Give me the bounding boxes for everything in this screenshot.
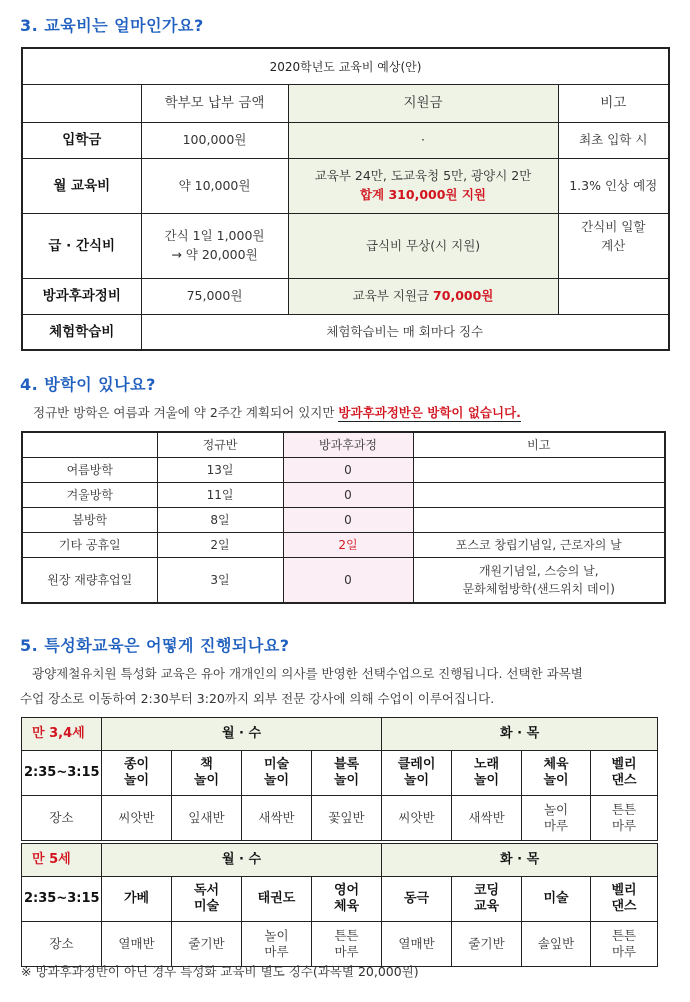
place-cell: 놀이 마루 — [242, 922, 312, 967]
afterschool-days: 0 — [283, 508, 413, 533]
regular-days: 2일 — [157, 533, 283, 558]
subject-cell: 태권도 — [242, 877, 312, 922]
table-row — [22, 533, 665, 558]
time-label: 2:35~3:15 — [22, 877, 102, 922]
place-cell: 열매반 — [102, 922, 172, 967]
place-row — [22, 796, 658, 841]
support-amount: · — [288, 123, 558, 159]
regular-days: 8일 — [157, 508, 283, 533]
note — [413, 458, 665, 483]
regular-days: 11일 — [157, 483, 283, 508]
row-label: 여름방학 — [22, 458, 157, 483]
note — [413, 508, 665, 533]
table-header-row — [22, 718, 658, 751]
subject-cell: 영어 체육 — [312, 877, 382, 922]
subject-cell: 벨리 댄스 — [591, 751, 658, 796]
tuition-table — [21, 47, 670, 351]
place-cell: 튼튼 마루 — [591, 922, 658, 967]
parent-amount-line2: → 약 20,000원 — [171, 247, 258, 262]
merged-note: 체험학습비는 매 회마다 징수 — [141, 315, 669, 351]
subject-row — [22, 751, 658, 796]
note: 최초 입학 시 — [558, 123, 669, 159]
support-amount — [288, 279, 558, 315]
header-regular: 정규반 — [157, 432, 283, 458]
place-cell: 솔잎반 — [522, 922, 591, 967]
parent-amount: 약 10,000원 — [141, 159, 288, 214]
parent-amount: 75,000원 — [141, 279, 288, 315]
place-cell: 새싹반 — [452, 796, 522, 841]
table-header-row — [22, 844, 658, 877]
subject-cell: 책 놀이 — [172, 751, 242, 796]
section5-heading: 5. 특성화교육은 어떻게 진행되나요? — [20, 636, 290, 655]
note: 1.3% 인상 예정 — [558, 159, 669, 214]
header-note: 비고 — [413, 432, 665, 458]
place-cell: 줄기반 — [452, 922, 522, 967]
parent-amount: 100,000원 — [141, 123, 288, 159]
support-detail: 교육부 24만, 도교육청 5만, 광양시 2만 — [314, 168, 532, 184]
intro-text: 정규반 방학은 여름과 겨울에 약 2주간 계획되어 있지만 — [33, 405, 339, 420]
table-header-row — [22, 432, 665, 458]
subject-cell: 벨리 댄스 — [591, 877, 658, 922]
afterschool-days: 2일 — [283, 533, 413, 558]
note: 포스코 창립기념일, 근로자의 날 — [413, 533, 665, 558]
day-group-mon-wed: 월 · 수 — [102, 844, 382, 877]
footnote: ※ 방과후과정반이 아닌 경우 특성화 교육비 별도 징수(과목별 20,000원) — [21, 964, 419, 979]
subject-cell: 클레이 놀이 — [382, 751, 452, 796]
subject-cell: 동극 — [382, 877, 452, 922]
table-row — [22, 214, 669, 279]
afterschool-days: 0 — [283, 458, 413, 483]
section4-heading: 4. 방학이 있나요? — [20, 375, 156, 394]
support-prefix: 교육부 지원금 — [352, 288, 434, 304]
support-amount: 급식비 무상(시 지원) — [288, 214, 558, 279]
subject-cell: 종이 놀이 — [102, 751, 172, 796]
time-label: 2:35~3:15 — [22, 751, 102, 796]
vacation-table — [21, 431, 666, 604]
tuition-table-title: 2020학년도 교육비 예상(안) — [22, 48, 669, 85]
section3-heading: 3. 교육비는 얼마인가요? — [20, 16, 204, 35]
header-support: 지원금 — [288, 85, 558, 123]
subject-cell: 미술 놀이 — [242, 751, 312, 796]
intro-emphasis: 방과후과정반은 방학이 없습니다. — [338, 405, 521, 420]
header-note: 비고 — [558, 85, 669, 123]
header-empty — [22, 432, 157, 458]
parent-amount-line1: 간식 1일 1,000원 — [164, 228, 265, 244]
note — [413, 483, 665, 508]
place-cell: 씨앗반 — [382, 796, 452, 841]
place-cell: 꽃잎반 — [312, 796, 382, 841]
row-label: 급 · 간식비 — [22, 214, 141, 279]
specialty-table-age-5 — [21, 843, 658, 967]
regular-days: 13일 — [157, 458, 283, 483]
support-amount — [288, 159, 558, 214]
support-total: 합계 310,000원 지원 — [359, 187, 486, 202]
table-row — [22, 558, 665, 604]
table-row — [22, 123, 669, 159]
regular-days: 3일 — [157, 558, 283, 604]
afterschool-days: 0 — [283, 558, 413, 604]
age-label: 만 3,4세 — [22, 718, 102, 751]
place-label: 장소 — [22, 922, 102, 967]
place-cell: 줄기반 — [172, 922, 242, 967]
note-line2: 문화체험방학(샌드위치 데이) — [462, 582, 615, 596]
note — [558, 279, 669, 315]
parent-amount — [141, 214, 288, 279]
subject-cell: 가베 — [102, 877, 172, 922]
header-empty — [22, 85, 141, 123]
table-row — [22, 458, 665, 483]
note — [413, 558, 665, 604]
row-label: 겨울방학 — [22, 483, 157, 508]
place-label: 장소 — [22, 796, 102, 841]
place-cell: 튼튼 마루 — [312, 922, 382, 967]
day-group-mon-wed: 월 · 수 — [102, 718, 382, 751]
place-cell: 놀이 마루 — [522, 796, 591, 841]
place-cell: 새싹반 — [242, 796, 312, 841]
table-row — [22, 159, 669, 214]
note — [558, 214, 669, 279]
note-line2: 계산 — [601, 237, 626, 253]
row-label: 체험학습비 — [22, 315, 141, 351]
section5-para-line1: 광양제철유치원 특성화 교육은 유아 개개인의 의사를 반영한 선택수업으로 진행됩니다. 선택한 과목별 — [32, 666, 583, 681]
day-group-tue-thu: 화 · 목 — [382, 718, 658, 751]
row-label: 입학금 — [22, 123, 141, 159]
afterschool-days: 0 — [283, 483, 413, 508]
header-afterschool: 방과후과정 — [283, 432, 413, 458]
place-cell: 잎새반 — [172, 796, 242, 841]
subject-cell: 미술 — [522, 877, 591, 922]
table-row — [22, 279, 669, 315]
row-label: 원장 재량휴업일 — [22, 558, 157, 604]
subject-cell: 코딩 교육 — [452, 877, 522, 922]
subject-cell: 체육 놀이 — [522, 751, 591, 796]
subject-cell: 노래 놀이 — [452, 751, 522, 796]
table-row — [22, 315, 669, 351]
day-group-tue-thu: 화 · 목 — [382, 844, 658, 877]
row-label: 방과후과정비 — [22, 279, 141, 315]
row-label: 기타 공휴일 — [22, 533, 157, 558]
specialty-table-age-3-4 — [21, 717, 658, 841]
table-row — [22, 483, 665, 508]
section4-intro — [33, 403, 521, 421]
subject-cell: 블록 놀이 — [312, 751, 382, 796]
place-cell: 씨앗반 — [102, 796, 172, 841]
subject-cell: 독서 미술 — [172, 877, 242, 922]
support-amount-value: 70,000원 — [433, 288, 494, 304]
table-row — [22, 508, 665, 533]
row-label: 월 교육비 — [22, 159, 141, 214]
note-line1: 간식비 일할 — [581, 219, 646, 234]
place-row — [22, 922, 658, 967]
section5-para-line2: 수업 장소로 이동하여 2:30부터 3:20까지 외부 전문 강사에 의해 수업이 이루어집니다. — [20, 691, 495, 706]
place-cell: 튼튼 마루 — [591, 796, 658, 841]
header-parent-amount: 학부모 납부 금액 — [141, 85, 288, 123]
age-label: 만 5세 — [22, 844, 102, 877]
note-line1: 개원기념일, 스승의 날, — [478, 564, 599, 578]
place-cell: 열매반 — [382, 922, 452, 967]
row-label: 봄방학 — [22, 508, 157, 533]
subject-row — [22, 877, 658, 922]
